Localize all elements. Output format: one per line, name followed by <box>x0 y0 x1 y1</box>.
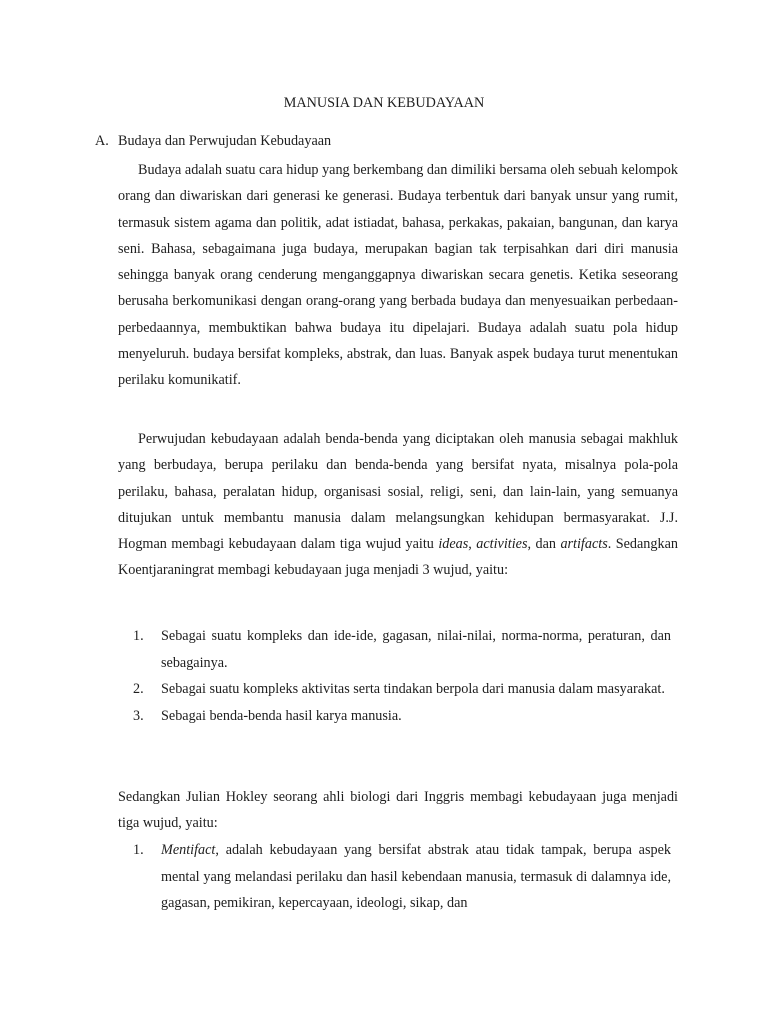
paragraph-perwujudan-text: Perwujudan kebudayaan adalah benda-benda yang diciptakan oleh manusia sebagai makhluk yang berbudaya, berupa perilaku dan benda-benda yang bersifat nyata, misalnya pola-pola perilaku, bahasa, peralatan hidup, organisasi sosial, religi, seni, dan lain-lain, yang semuanya ditujukan untuk membantu manusia dalam melangsungkan kehidupan bermasyarakat. J.J. Hogman membagi kebudayaan dalam tiga wujud yaitu <box>118 431 678 553</box>
list-number: 3. <box>133 707 144 724</box>
term-mentifact: Mentifact <box>161 842 216 858</box>
section-letter: A. <box>95 133 109 149</box>
separator: , dan <box>527 536 561 553</box>
paragraph-perwujudan <box>118 426 678 584</box>
list-item <box>133 837 671 917</box>
list-item-text: Sebagai suatu kompleks aktivitas serta tindakan berpola dari manusia dalam masyarakat. <box>161 681 665 698</box>
list-item <box>133 676 671 703</box>
term-activities: activities <box>476 536 528 553</box>
term-ideas: ideas <box>438 536 469 553</box>
hokley-list <box>133 837 671 917</box>
paragraph-hokley: Sedangkan Julian Hokley seorang ahli biologi dari Inggris membagi kebudayaan juga menjadi tiga wujud, yaitu: <box>118 789 678 832</box>
list-item-text: , adalah kebudayaan yang bersifat abstrak atau tidak tampak, berupa aspek mental yang melandasi perilaku dan hasil kebendaan manusia, termasuk di dalamnya ide, gagasan, pemikiran, kepercayaan, ideologi, sikap, dan <box>161 842 671 912</box>
list-item-text: Sebagai suatu kompleks dan ide-ide, gagasan, nilai-nilai, norma-norma, peraturan, dan sebagainya. <box>161 628 671 671</box>
list-item-text: Sebagai benda-benda hasil karya manusia. <box>161 707 402 724</box>
list-number: 2. <box>133 681 144 698</box>
document-title: MANUSIA DAN KEBUDAYAAN <box>283 95 485 111</box>
section-title: Budaya dan Perwujudan Kebudayaan <box>118 133 332 149</box>
list-item <box>133 703 671 730</box>
section-heading <box>95 131 331 151</box>
list-number: 1. <box>133 842 144 858</box>
list-item <box>133 623 671 676</box>
paragraph-budaya: Budaya adalah suatu cara hidup yang berkembang dan dimiliki bersama oleh sebuah kelompok orang dan diwariskan dari generasi ke generasi. Budaya terbentuk dari banyak unsur yang rumit, termasuk sistem agama dan politik, adat istiadat, bahasa, perkakas, pakaian, bangunan, dan karya seni. Bahasa, sebagaimana juga budaya, merupakan bagian tak terpisahkan dari diri manusia sehingga banyak orang cenderung menganggapnya diwariskan secara genetis. Ketika seseorang berusaha berkomunikasi dengan orang-orang yang berbada budaya dan menyesuaikan perbedaan- perbedaannya, membuktikan bahwa budaya itu dipelajari. Budaya adalah suatu pola hidup menyeluruh. budaya bersifat kompleks, abstrak, dan luas. Banyak aspek budaya turut menentukan perilaku komunikatif. <box>118 162 678 389</box>
koentjaraningrat-list <box>133 623 671 729</box>
term-artifacts: artifacts <box>560 536 608 553</box>
separator: , <box>468 536 477 553</box>
paragraph-perwujudan-end: . Sedangkan Koentjaraningrat membagi kebudayaan juga menjadi 3 wujud, yaitu: <box>118 536 678 579</box>
list-number: 1. <box>133 628 144 644</box>
